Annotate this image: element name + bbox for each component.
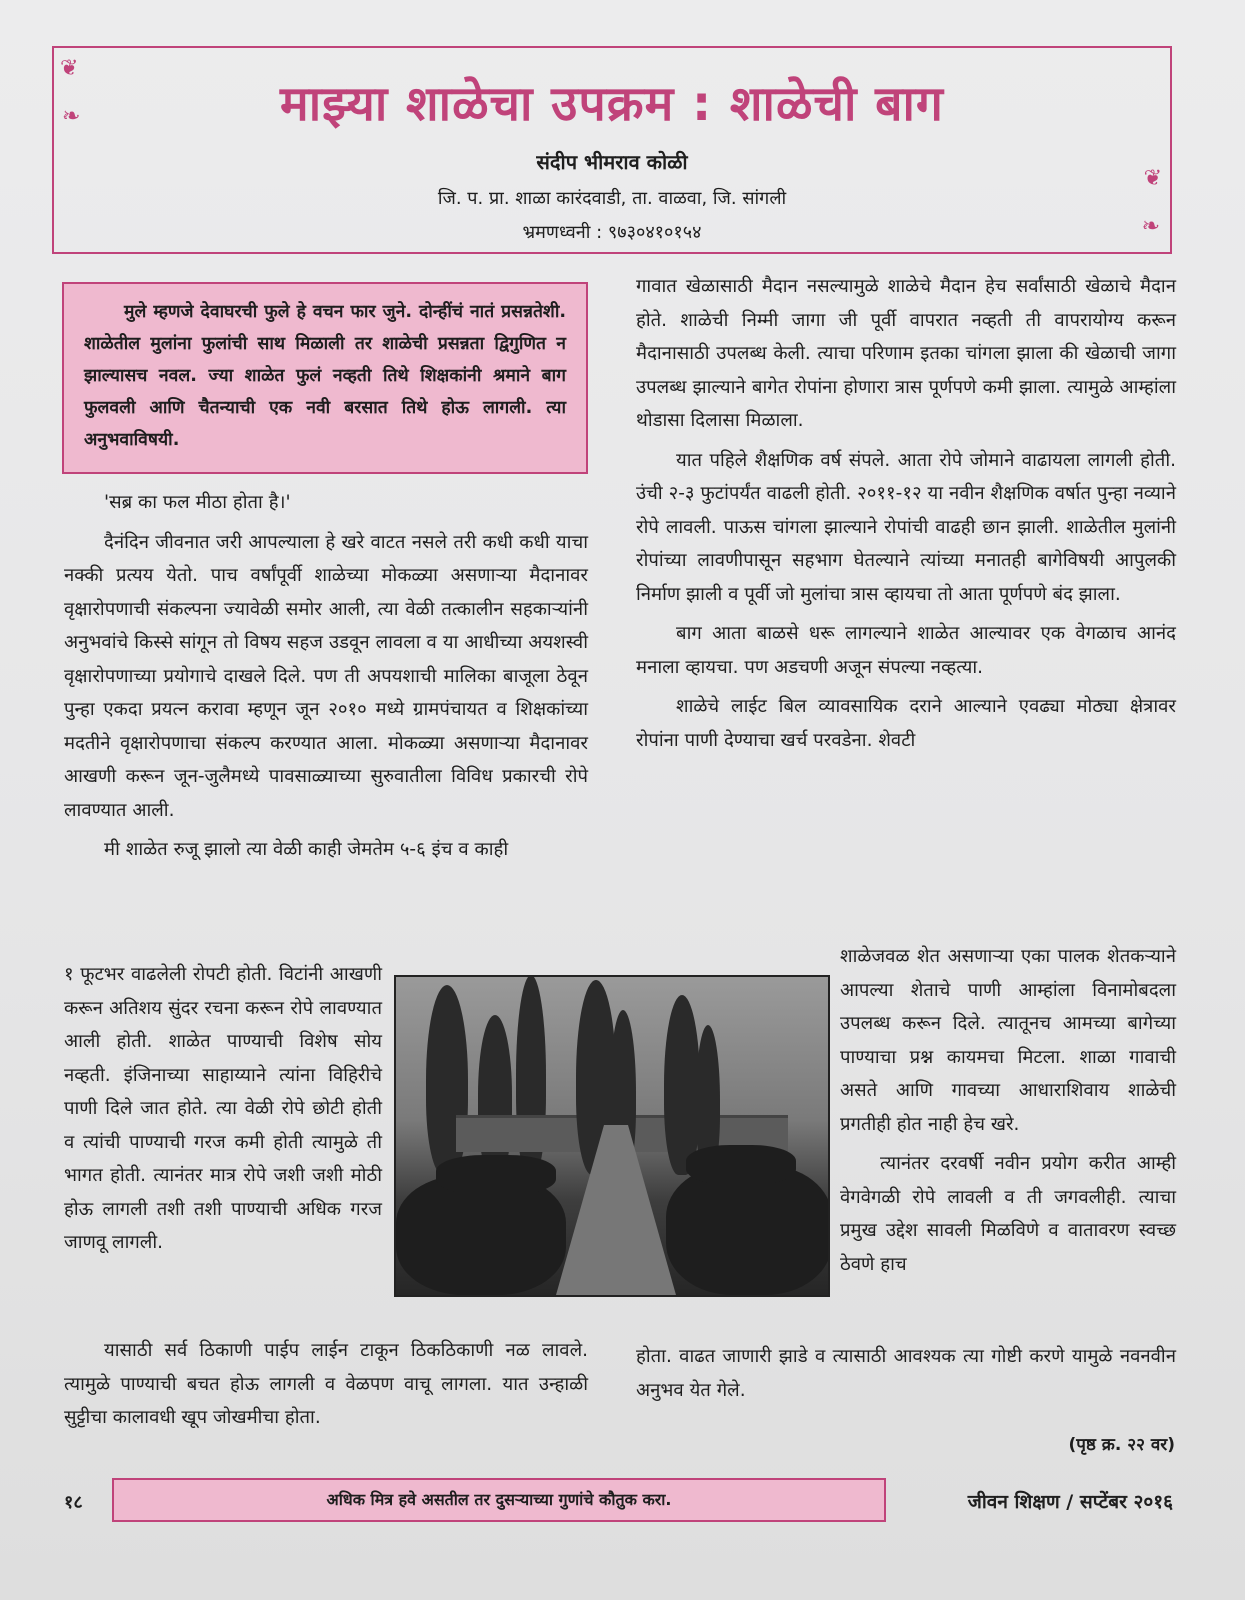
garden-photo xyxy=(394,975,830,1297)
header-box xyxy=(52,46,1172,254)
floral-ornament-icon: ❦ xyxy=(1143,166,1162,191)
shrub xyxy=(686,1145,796,1185)
floral-ornament-icon: ❦ xyxy=(60,56,79,81)
intro-box: मुले म्हणजे देवाघरची फुले हे वचन फार जुने. दोन्हींचं नातं प्रसन्नतेशी. शाळेतील मुलांना फुलांची साथ मिळाली तर शाळेची प्रसन्नता द्विगुणित न झाल्यासच नवल. ज्या शाळेत फुलं नव्हती तिथे शिक्षकांनी श्रमाने बाग फुलवली आणि चैतन्याची एक नवी बरसात तिथे होऊ लागली. त्या अनुभवाविषयी. xyxy=(62,282,588,474)
paragraph: गावात खेळासाठी मैदान नसल्यामुळे शाळेचे मैदान हेच सर्वांसाठी खेळाचे मैदान होते. शाळेची निम्मी जागा जी पूर्वी वापरात नव्हती ती वापरायोग्य करून मैदानासाठी उपलब्ध केली. त्याचा परिणाम इतका चांगला झाला की खेळाची जागा उपलब्ध झाल्याने बागेत रोपांना होणारा त्रास पूर्णपणे कमी झाला. त्यामुळे आम्हांला थोडासा दिलासा मिळाला. xyxy=(636,276,1176,431)
author-name: संदीप भीमराव कोळी xyxy=(536,150,688,174)
left-column-narrow xyxy=(64,958,382,1266)
page-number: १८ xyxy=(64,1492,83,1513)
magazine-issue: जीवन शिक्षण / सप्टेंबर २०१६ xyxy=(967,1491,1173,1513)
paragraph: मी शाळेत रुजू झालो त्या वेळी काही जेमतेम ५-६ इंच व काही xyxy=(104,839,509,860)
tree xyxy=(664,995,700,1175)
paragraph: दैनंदिन जीवनात जरी आपल्याला हे खरे वाटत नसले तरी कधी कधी याचा नक्की प्रत्यय येतो. पाच वर्षांपूर्वी शाळेच्या मोकळ्या असणाऱ्या मैदानावर वृक्षारोपणाची संकल्पना ज्यावेळी समोर आली, त्या वेळी तत्कालीन सहकाऱ्यांनी अनुभवांचे किस्से सांगून तो विषय सहज उडवून लावला व या आधीच्या अयशस्वी वृक्षारोपणाच्या प्रयोगाचे दाखले दिले. पण ती अपयशाची मालिका बाजूला ठेवून पुन्हा एकदा प्रयत्न करावा म्हणून जून २०१० मध्ये ग्रामपंचायत व शिक्षकांच्या मदतीने वृक्षारोपणाचा संकल्प करण्यात आला. मोकळ्या असणाऱ्या मैदानावर आखणी करून जून-जुलैमध्ये पावसाळ्याच्या सुरुवातीला विविध प्रकारची रोपे लावण्यात आली. xyxy=(64,531,588,821)
shrub xyxy=(436,1155,556,1195)
paragraph: होता. वाढत जाणारी झाडे व त्यासाठी आवश्यक त्या गोष्टी करणे यामुळे नवनवीन अनुभव येत गेले. xyxy=(636,1346,1176,1401)
article-title: माझ्या शाळेचा उपक्रम : शाळेची बाग xyxy=(280,76,944,132)
author-school: जि. प. प्रा. शाळा कारंदवाडी, ता. वाळवा, जि. सांगली xyxy=(437,188,787,209)
paragraph: १ फूटभर वाढलेली रोपटी होती. विटांनी आखणी करून अतिशय सुंदर रचना करून रोपे लावण्यात आली होती. शाळेत पाण्याची विशेष सोय नव्हती. इंजिनाच्या साहाय्याने त्यांना विहिरीचे पाणी दिले जात होते. त्या वेळी रोपे छोटी होती व त्यांची पाण्याची गरज कमी होती त्यामुळे ती भागत होती. त्यानंतर मात्र रोपे जशी जशी मोठी होऊ लागली तशी तशी पाण्याची अधिक गरज जाणवू लागली. xyxy=(64,964,382,1253)
paragraph: शाळेचे लाईट बिल व्यावसायिक दराने आल्याने एवढ्या मोठ्या क्षेत्रावर रोपांना पाणी देण्याचा खर्च परवडेना. शेवटी xyxy=(636,696,1176,751)
right-column-bottom xyxy=(636,1340,1176,1413)
floral-ornament-icon: ❧ xyxy=(1141,214,1160,239)
continued-page-reference: (पृष्ठ क्र. २२ वर) xyxy=(1068,1435,1175,1455)
left-column-bottom xyxy=(64,1334,588,1441)
paragraph: यात पहिले शैक्षणिक वर्ष संपले. आता रोपे जोमाने वाढायला लागली होती. उंची २-३ फुटांपर्यंत वाढली होती. २०११-१२ या नवीन शैक्षणिक वर्षात पुन्हा नव्याने रोपे लावली. पाऊस चांगला झाल्याने रोपांची वाढही छान झाली. शाळेतील मुलांनी रोपांच्या लावणीपासून सहभाग घेतल्याने त्यांच्या मनातही बागेविषयी आपुलकी निर्माण झाली व पूर्वी जो मुलांचा त्रास व्हायचा तो आता पूर्णपणे बंद झाला. xyxy=(636,449,1176,605)
floral-ornament-icon: ❧ xyxy=(62,104,81,129)
paragraph: त्यानंतर दरवर्षी नवीन प्रयोग करीत आम्ही वेगवेगळी रोपे लावली व ती जगवलीही. त्याचा प्रमुख उद्देश सावली मिळविणे व वातावरण स्वच्छ ठेवणे हाच xyxy=(840,1153,1176,1275)
author-phone: भ्रमणध्वनी : ९७३०४१०१५४ xyxy=(522,222,702,243)
left-column-top xyxy=(64,486,588,873)
paragraph: यासाठी सर्व ठिकाणी पाईप लाईन टाकून ठिकठिकाणी नळ लावले. त्यामुळे पाण्याची बचत होऊ लागली व वेळपण वाचू लागला. यात उन्हाळी सुट्टीचा कालावधी खूप जोखमीचा होता. xyxy=(64,1340,588,1428)
quote-line: 'सब्र का फल मीठा होता है।' xyxy=(104,492,291,513)
paragraph: बाग आता बाळसे धरू लागल्याने शाळेत आल्यावर एक वेगळाच आनंद मनाला व्हायचा. पण अडचणी अजून संपल्या नव्हत्या. xyxy=(636,623,1176,678)
paragraph: शाळेजवळ शेत असणाऱ्या एका पालक शेतकऱ्याने आपल्या शेताचे पाणी आम्हांला विनामोबदला उपलब्ध करून दिले. त्यातूनच आमच्या बागेच्या पाण्याचा प्रश्न कायमचा मिटला. शाळा गावाची असते आणि गावच्या आधाराशिवाय शाळेची प्रगतीही होत नाही हेच खरे. xyxy=(840,946,1176,1135)
right-column-narrow xyxy=(840,940,1176,1287)
right-column-top xyxy=(636,270,1176,763)
footer-motto: अधिक मित्र हवे असतील तर दुसऱ्याच्या गुणांचे कौतुक करा. xyxy=(112,1478,886,1522)
